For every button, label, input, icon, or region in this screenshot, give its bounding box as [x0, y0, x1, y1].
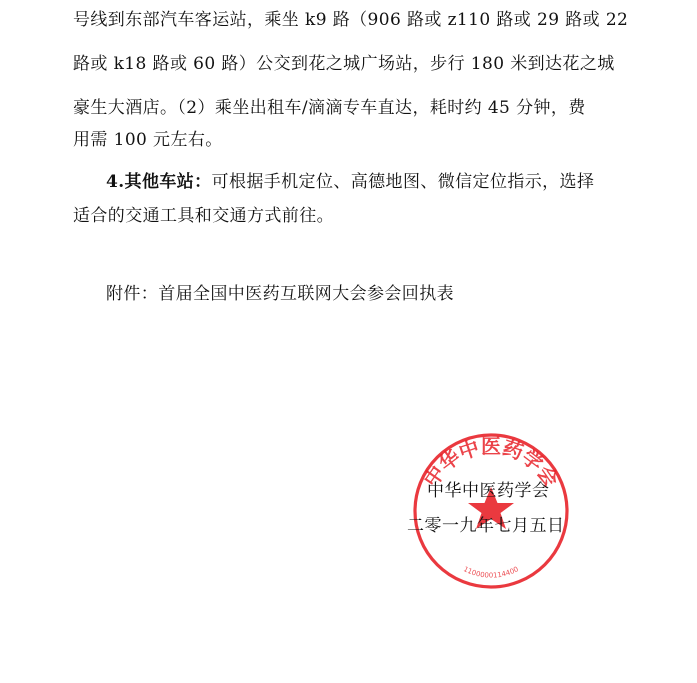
official-seal — [411, 431, 571, 591]
body-line-1: 号线到东部汽车客运站，乘坐 k9 路（906 路或 z110 路或 29 路或 22 — [73, 10, 629, 30]
body-line-6: 适合的交通工具和交通方式前往。 — [73, 206, 334, 226]
item-4-paragraph — [106, 170, 594, 194]
item-4-text: 可根据手机定位、高德地图、微信定位指示，选择 — [211, 172, 595, 192]
seal-serial: 1100000114400 — [462, 565, 520, 580]
body-line-4: 用需 100 元左右。 — [73, 130, 223, 150]
body-line-2: 路或 k18 路或 60 路）公交到花之城广场站，步行 180 米到达花之城 — [73, 54, 615, 74]
item-4-label: 4.其他车站： — [106, 172, 212, 192]
signature-org: 中华中医药学会 — [427, 481, 550, 501]
signature-date: 二零一九年七月五日 — [407, 516, 565, 536]
attachment-note: 附件：首届全国中医药互联网大会参会回执表 — [106, 284, 454, 304]
body-line-3: 豪生大酒店。（2）乘坐出租车/滴滴专车直达，耗时约 45 分钟，费 — [73, 98, 586, 118]
svg-text:1100000114400 — [462, 565, 520, 579]
seal-ring-text: 中华中医药学会 — [418, 434, 564, 492]
